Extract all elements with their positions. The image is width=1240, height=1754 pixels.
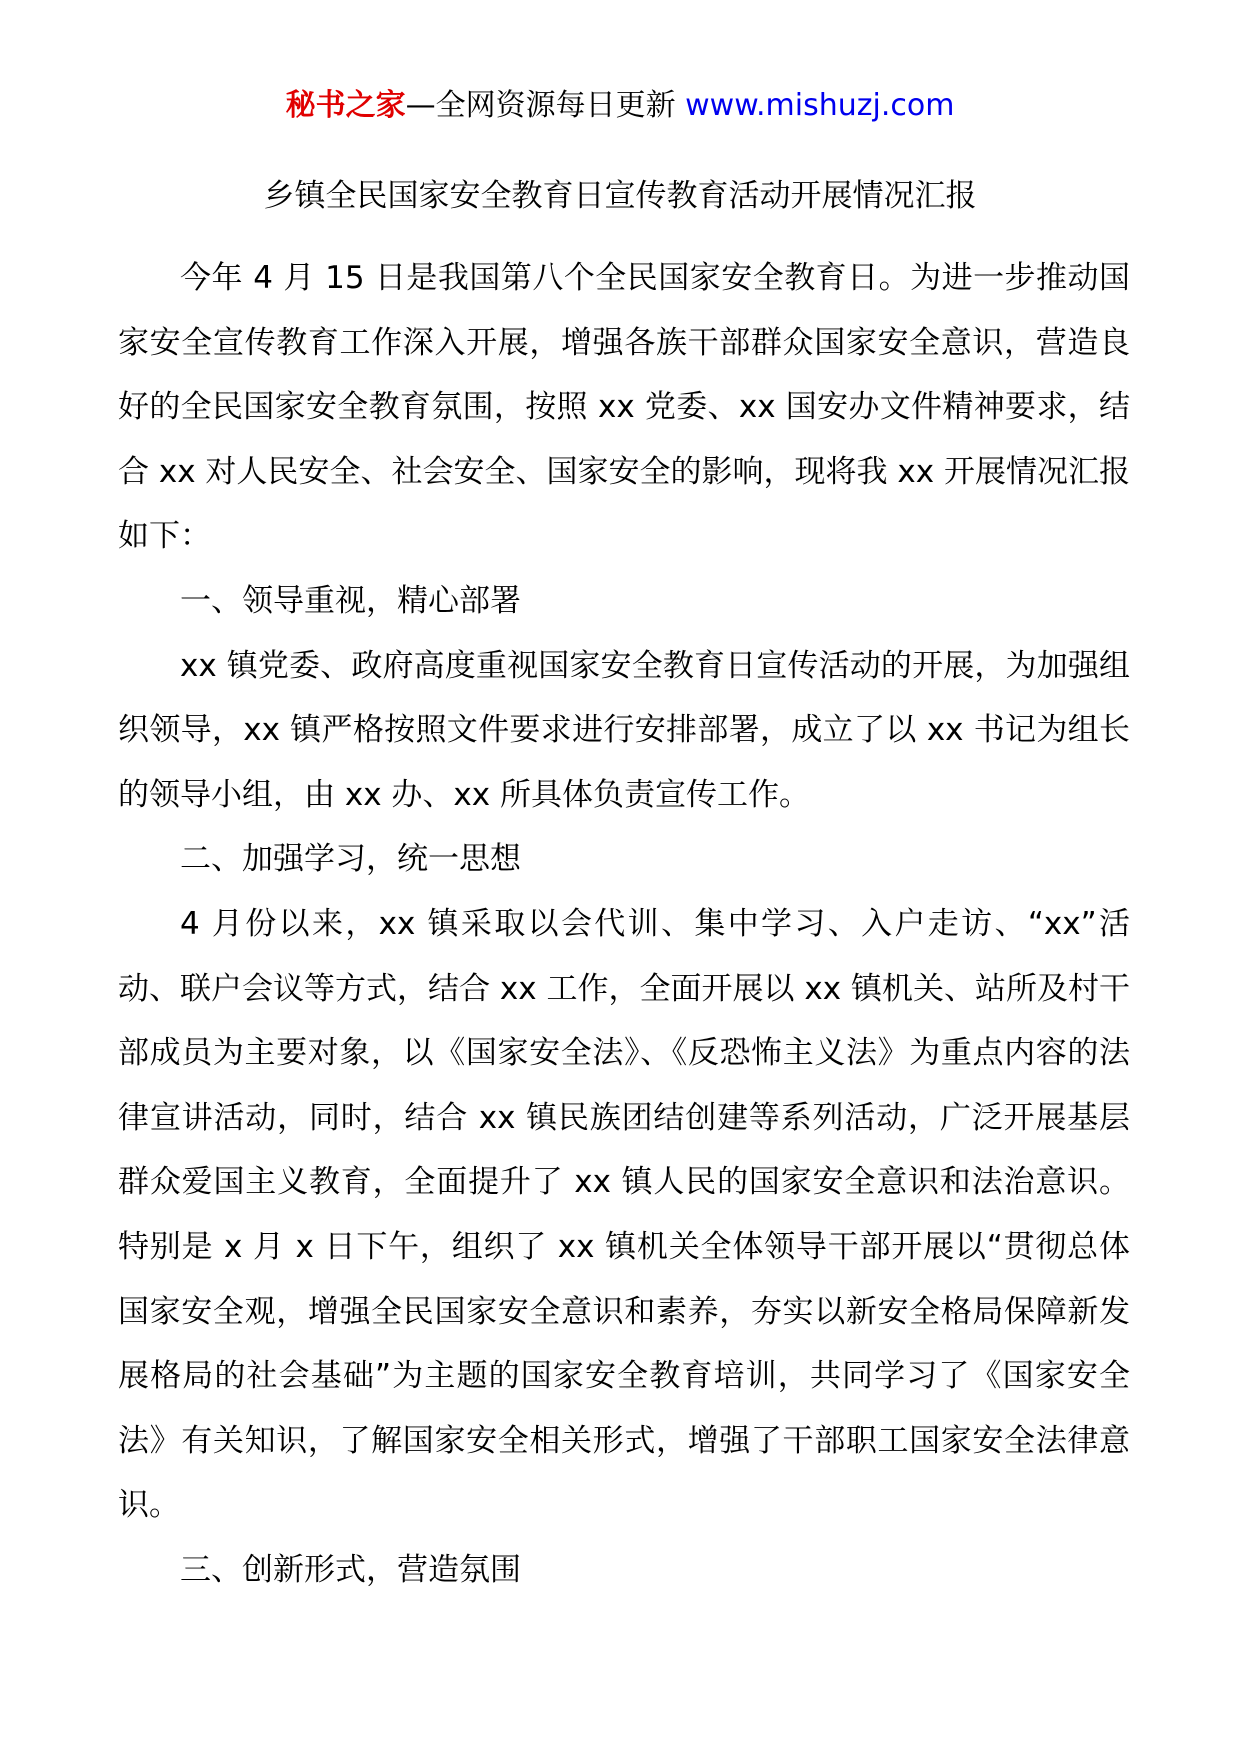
site-brand: 秘书之家 — [285, 88, 406, 123]
site-tagline: —全网资源每日更新 — [405, 88, 686, 123]
site-url-link[interactable]: www.mishuzj.com — [685, 88, 955, 123]
section-heading-1: 一、领导重视，精心部署 — [180, 582, 521, 619]
section-2-paragraph: 4 月份以来，xx 镇采取以会代训、集中学习、入户走访、“xx”活动、联户会议等方式，结合 xx 工作，全面开展以 xx 镇机关、站所及村干部成员为主要对象，以《国家安全法》、《反恐怖主义法》为重点内容的法律宣讲活动，同时，结合 xx 镇民族团结创建等系列活动，广泛开展基层群众爱国主义教育，全面提升了 xx 镇人民的国家安全意识和法治意识。特别是 x 月 x 日下午，组织了 xx 镇机关全体领导干部开展以“贯彻总体国家安全观，增强全民国家安全意识和素养，夯实以新安全格局保障新发展格局的社会基础”为主题的国家安全教育培训，共同学习了《国家安全法》有关知识，了解国家安全相关形式，增强了干部职工国家安全法律意识。 — [118, 905, 1130, 1524]
site-header — [0, 86, 1240, 126]
intro-paragraph: 今年 4 月 15 日是我国第八个全民国家安全教育日。为进一步推动国家安全宣传教育工作深入开展，增强各族干部群众国家安全意识，营造良好的全民国家安全教育氛围，按照 xx 党委、xx 国安办文件精神要求，结合 xx 对人民安全、社会安全、国家安全的影响，现将我 xx 开展情况汇报如下： — [118, 260, 1130, 555]
section-heading-2: 二、加强学习，统一思想 — [180, 841, 521, 878]
section-heading-3: 三、创新形式，营造氛围 — [180, 1551, 521, 1588]
section-1-paragraph: xx 镇党委、政府高度重视国家安全教育日宣传活动的开展，为加强组织领导，xx 镇严格按照文件要求进行安排部署，成立了以 xx 书记为组长的领导小组，由 xx 办、xx 所具体负责宣传工作。 — [118, 647, 1130, 813]
document-body — [118, 246, 1130, 1602]
document-title: 乡镇全民国家安全教育日宣传教育活动开展情况汇报 — [263, 178, 977, 214]
